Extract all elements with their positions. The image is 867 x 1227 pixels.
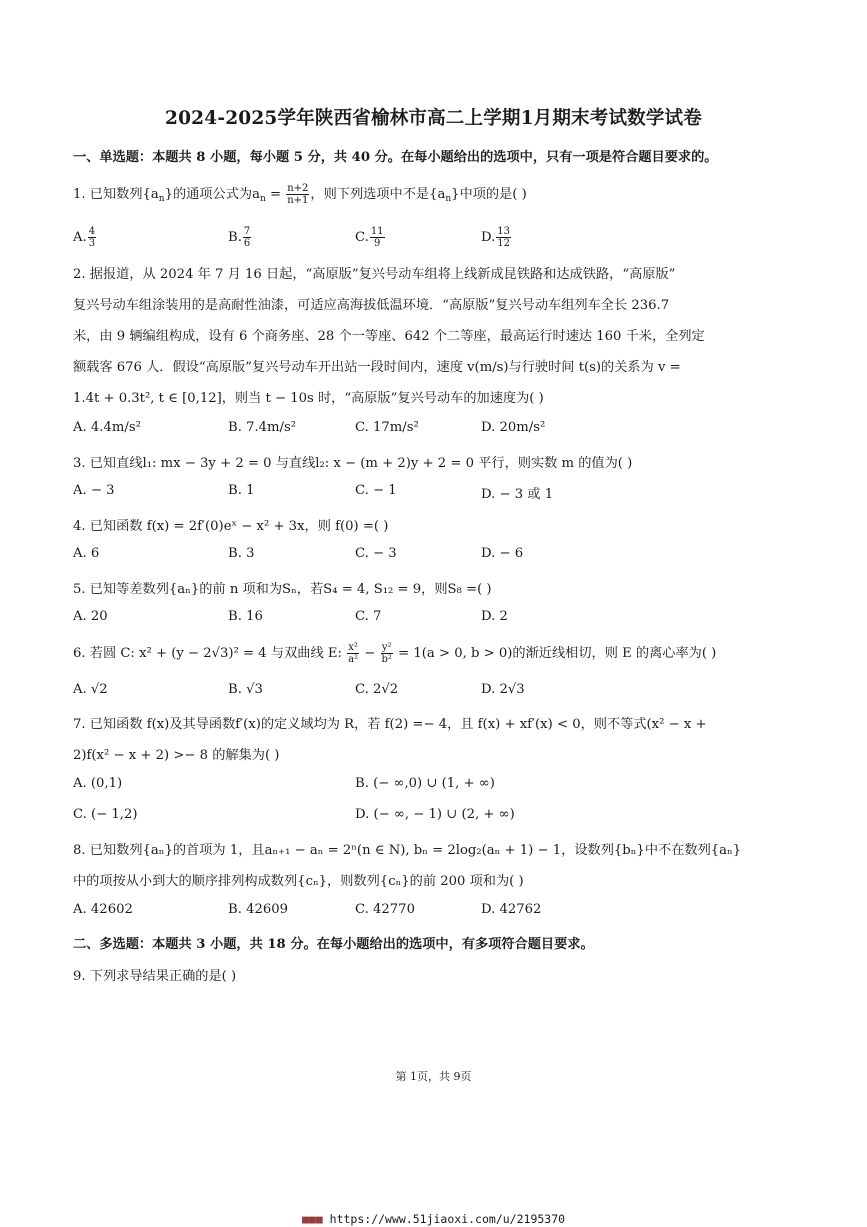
q6-option-a: A. √2: [73, 682, 108, 697]
q1-option-c: C. $\frac{11}{9}$: [355, 226, 384, 249]
q1-option-d: D. $\frac{13}{12}$: [481, 226, 511, 249]
question-2-line-3: 米，由 9 辆编组构成，设有 6 个商务座、28 个一等座、642 个二等座，最高运行时速达 160 千米，全列定: [73, 329, 705, 344]
q6-option-b: B. √3: [228, 682, 263, 697]
q3-option-c: C. − 1: [355, 483, 397, 498]
exam-title: 2024-2025学年陕西省榆林市高二上学期1月期末考试数学试卷: [165, 108, 702, 129]
q5-option-c: C. 7: [355, 609, 382, 624]
q2-option-b: B. 7.4m/s²: [228, 420, 297, 435]
question-7-line-2: 2)f(x² − x + 2) >− 8 的解集为( ): [73, 748, 280, 763]
question-2-line-2: 复兴号动车组涂装用的是高耐性油漆，可适应高海拔低温环境．“高原版”复兴号动车组列车全长 236.7: [73, 298, 670, 313]
q7-option-d: D. (− ∞, − 1) ∪ (2, + ∞): [355, 807, 515, 822]
q7-option-c: C. (− 1,2): [73, 807, 138, 822]
q7-option-b: B. (− ∞,0) ∪ (1, + ∞): [355, 776, 495, 791]
q1-formula-fraction: $\frac{n+2}{n+1}$: [287, 183, 309, 206]
q6-option-c: C. 2√2: [355, 682, 399, 697]
question-2-line-4: 额载客 676 人．假设“高原版”复兴号动车开出站一段时间内，速度 v(m/s)与行驶时间 t(s)的关系为 v =: [73, 360, 681, 375]
question-1: 1. 已知数列$\{a_n\}$的通项公式为$a_n$ = $\frac{n+2}{n+1}$ ，则下列选项中不是$\{a_n\}$中项的是( ): [73, 183, 527, 206]
question-8-line-2: 中的项按从小到大的顺序排列构成数列{cₙ}，则数列{cₙ}的前 200 项和为( ): [73, 874, 524, 889]
q2-option-d: D. 20m/s²: [481, 420, 546, 435]
question-2-line-1: 2. 据报道，从 2024 年 7 月 16 日起，“高原版”复兴号动车组将上线新成昆铁路和达成铁路，“高原版”: [73, 267, 676, 282]
question-7-line-1: 7. 已知函数 f(x)及其导函数f′(x)的定义域均为 R，若 f(2) =− 4，且 f(x) + xf′(x) < 0，则不等式(x² − x +: [73, 717, 707, 732]
page-footer: 第 1页，共 9页: [395, 1070, 472, 1083]
question-3: 3. 已知直线l₁: mx − 3y + 2 = 0 与直线l₂: x − (m + 2)y + 2 = 0 平行，则实数 m 的值为( ): [73, 456, 633, 471]
q7-option-a: A. (0,1): [73, 776, 123, 791]
section-heading-single-choice: 一、单选题：本题共 8 小题，每小题 5 分，共 40 分。在每小题给出的选项中，只有一项是符合题目要求的。: [73, 150, 718, 165]
q3-option-b: B. 1: [228, 483, 255, 498]
question-5: 5. 已知等差数列{aₙ}的前 n 项和为Sₙ，若S₄ = 4, S₁₂ = 9，则S₈ =( ): [73, 582, 492, 597]
q1-option-a: A. $\frac{4}{3}$: [73, 226, 96, 249]
q5-option-b: B. 16: [228, 609, 263, 624]
question-9: 9. 下列求导结果正确的是( ): [73, 969, 237, 984]
q5-option-a: A. 20: [73, 609, 108, 624]
q1-option-b: B. $\frac{7}{6}$: [228, 226, 251, 249]
q4-option-d: D. − 6: [481, 546, 524, 561]
question-8-line-1: 8. 已知数列{aₙ}的首项为 1，且aₙ₊₁ − aₙ = 2ⁿ(n ∈ N), bₙ = 2log₂(aₙ + 1) − 1，设数列{bₙ}中不在数列{aₙ}: [73, 843, 742, 858]
question-6: 6. 若圆 C: x² + (y − 2√3)² = 4 与双曲线 E: $\frac{\text{x²}}{\text{a²}}$ − $\frac{\text{y²}}{\text{b²}}$ = 1(a > 0, b > 0)的渐近线相切，则 E 的离心率为( ): [73, 642, 717, 665]
q3-option-a: A. − 3: [73, 483, 115, 498]
q6-fraction-y: $\frac{\text{y²}}{\text{b²}}$: [381, 642, 392, 665]
q8-option-a: A. 42602: [73, 902, 133, 917]
q4-option-a: A. 6: [73, 546, 100, 561]
section-heading-multi-choice: 二、多选题：本题共 3 小题，共 18 分。在每小题给出的选项中，有多项符合题目要求。: [73, 937, 594, 952]
question-2-line-5: 1.4t + 0.3t², t ∈ [0,12]，则当 t − 10s 时，“高原版”复兴号动车的加速度为( ): [73, 391, 544, 406]
q5-option-d: D. 2: [481, 609, 508, 624]
url-marker: ■■■: [301, 1212, 323, 1226]
q6-fraction-x: $\frac{\text{x²}}{\text{a²}}$: [348, 642, 359, 665]
q2-option-c: C. 17m/s²: [355, 420, 419, 435]
q8-option-d: D. 42762: [481, 902, 542, 917]
question-4: 4. 已知函数 f(x) = 2f′(0)eˣ − x² + 3x，则 f(0) =( ): [73, 519, 389, 534]
q2-option-a: A. 4.4m/s²: [73, 420, 141, 435]
q3-option-d: D. − 3 或 1: [481, 487, 554, 502]
q4-option-b: B. 3: [228, 546, 255, 561]
source-url-link[interactable]: https://www.51jiaoxi.com/u/2195370: [329, 1212, 566, 1226]
q8-option-c: C. 42770: [355, 902, 415, 917]
q6-option-d: D. 2√3: [481, 682, 525, 697]
q8-option-b: B. 42609: [228, 902, 289, 917]
source-url-line: [0, 1212, 867, 1226]
q4-option-c: C. − 3: [355, 546, 397, 561]
